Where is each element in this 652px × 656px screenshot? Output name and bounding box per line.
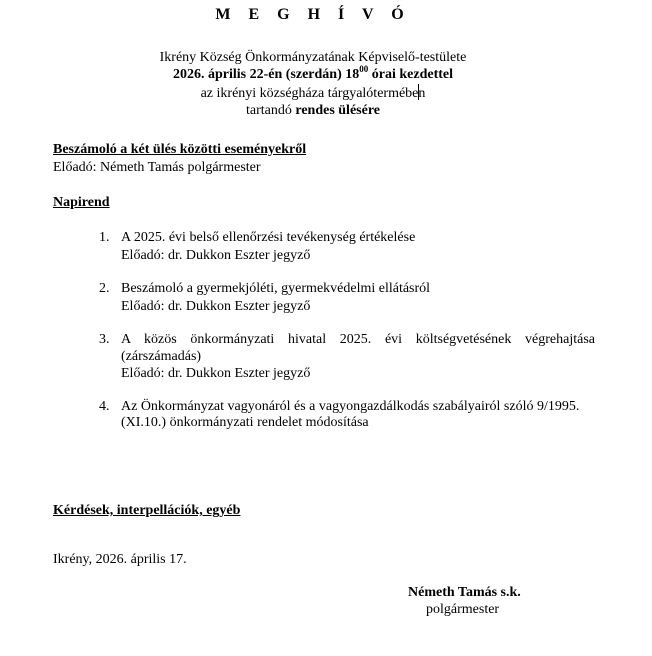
agenda-item-3-presenter: Előadó: dr. Dukkon Eszter jegyző — [121, 366, 311, 381]
agenda-item-3-number: 3. — [99, 332, 110, 347]
agenda-item-4-text-line2: (XI.10.) önkormányzati rendelet módosítása — [121, 415, 369, 430]
agenda-item-2-number: 2. — [99, 281, 110, 296]
other-heading: Kérdések, interpellációk, egyéb — [53, 503, 241, 518]
venue-text-end: n — [418, 86, 426, 101]
signature-name: Németh Tamás s.k. — [408, 585, 521, 600]
session-prefix: tartandó — [245, 103, 296, 118]
agenda-item-4-text-line1: Az Önkormányzat vagyonáról és a vagyongazdálkodás szabályairól szóló 9/1995. — [121, 399, 580, 414]
report-presenter: Előadó: Németh Tamás polgármester — [53, 160, 261, 175]
agenda-item-2-text: Beszámoló a gyermekjóléti, gyermekvédelmi ellátásról — [121, 281, 431, 296]
place-date: Ikrény, 2026. április 17. — [53, 552, 187, 567]
meeting-time-suffix: órai kezdettel — [368, 67, 453, 82]
document-title: M E G H Í V Ó — [215, 6, 411, 23]
header-venue[interactable] — [0, 84, 626, 103]
agenda-heading: Napirend — [53, 195, 110, 210]
agenda-item-1-number: 1. — [99, 230, 110, 245]
signature-role: polgármester — [426, 602, 500, 617]
agenda-item-1-presenter: Előadó: dr. Dukkon Eszter jegyző — [121, 248, 311, 263]
agenda-item-3-text-line1: A közös önkormányzati hivatal 2025. évi költségvetésének végrehajtása — [121, 332, 595, 347]
agenda-item-2-presenter: Előadó: dr. Dukkon Eszter jegyző — [121, 299, 311, 314]
agenda-item-3-text-line2: (zárszámadás) — [121, 349, 202, 364]
session-type: rendes ülésére — [295, 103, 380, 118]
header-body-name: Ikrény Község Önkormányzatának Képviselő-testülete — [159, 50, 467, 65]
header-meeting-datetime — [0, 66, 626, 84]
meeting-date: 2026. április 22-én (szerdán) 18 — [172, 67, 360, 82]
meeting-time-minutes: 00 — [359, 64, 369, 74]
agenda-item-4-number: 4. — [99, 399, 110, 414]
agenda-item-1-text: A 2025. évi belső ellenőrzési tevékenység értékelése — [121, 230, 416, 245]
venue-text: az ikrényi községháza tárgyalótermébe — [200, 86, 419, 101]
header-session-type — [0, 102, 626, 120]
report-heading: Beszámoló a két ülés közötti eseményekről — [53, 142, 307, 157]
